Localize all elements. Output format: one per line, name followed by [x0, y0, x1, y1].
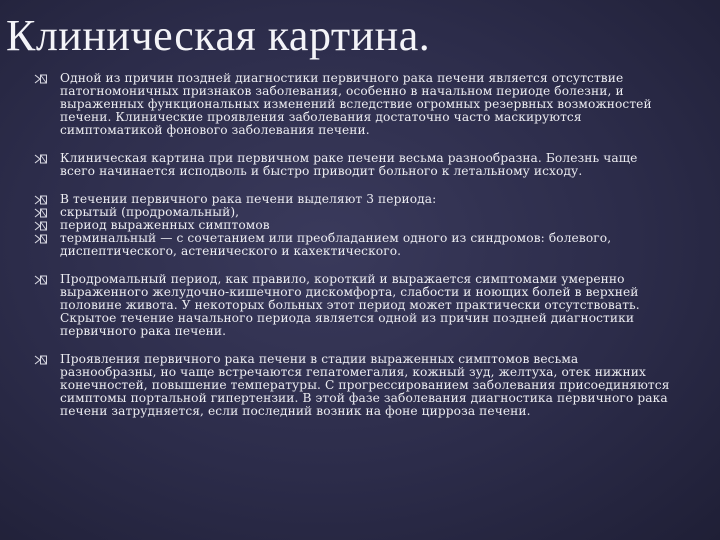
bullet-group-2 [34, 152, 674, 178]
bullet-item [34, 152, 674, 178]
bullet-text: период выраженных симптомов [60, 218, 270, 232]
bullet-text: Клиническая картина при первичном раке печени весьма разнообразна. Болезнь чаще всего начинается исподволь и быстро приводит больного к летальному исходу. [60, 151, 638, 178]
dingbat-bullet-icon [34, 153, 48, 165]
bullet-group-3 [34, 193, 674, 258]
dingbat-bullet-icon [34, 73, 48, 85]
bullet-text: Проявления первичного рака печени в стадии выраженных симптомов весьма разнообразны, но чаще встречаются гепатомегалия, кожный зуд, желтуха, отек нижних конечностей, повышение температуры. С прогрессированием заболевания присоединяются симптомы портальной гипертензии. В этой фазе заболевания диагностика первичного рака печени затрудняется, если последний возник на фоне цирроза печени. [60, 352, 670, 418]
bullet-text: Одной из причин поздней диагностики первичного рака печени является отсутствие патогномоничных признаков заболевания, особенно в начальном периоде болезни, и выраженных функциональных изменений вследствие огромных резервных возможностей печени. Клинические проявления заболевания достаточно часто маскируются симптоматикой фонового заболевания печени. [60, 71, 652, 137]
bullet-text: Продромальный период, как правило, короткий и выражается симптомами умеренно выраженного желудочно-кишечного дискомфорта, слабости и ноющих болей в верхней половине живота. У некоторых больных этот период может практически отсутствовать. Скрытое течение начального периода является одной из причин поздней диагностики первичного рака печени. [60, 272, 640, 338]
bullet-group-5 [34, 353, 674, 418]
bullet-item [34, 353, 674, 418]
bullet-text: В течении первичного рака печени выделяют 3 периода: [60, 192, 437, 206]
dingbat-bullet-icon [34, 354, 48, 366]
bullet-group-4 [34, 273, 674, 338]
bullet-text: скрытый (продромальный), [60, 205, 240, 219]
bullet-item [34, 72, 674, 137]
bullet-group-1 [34, 72, 674, 137]
bullet-text: терминальный — с сочетанием или преобладанием одного из синдромов: болевого, диспептического, астенического и кахектического. [60, 231, 612, 258]
slide-title: Клиническая картина. [6, 11, 431, 60]
dingbat-bullet-icon [34, 194, 48, 206]
dingbat-bullet-icon [34, 220, 48, 232]
dingbat-bullet-icon [34, 207, 48, 219]
slide-content [34, 72, 674, 418]
dingbat-bullet-icon [34, 274, 48, 286]
bullet-item [34, 273, 674, 338]
bullet-item [34, 232, 674, 258]
dingbat-bullet-icon [34, 233, 48, 245]
